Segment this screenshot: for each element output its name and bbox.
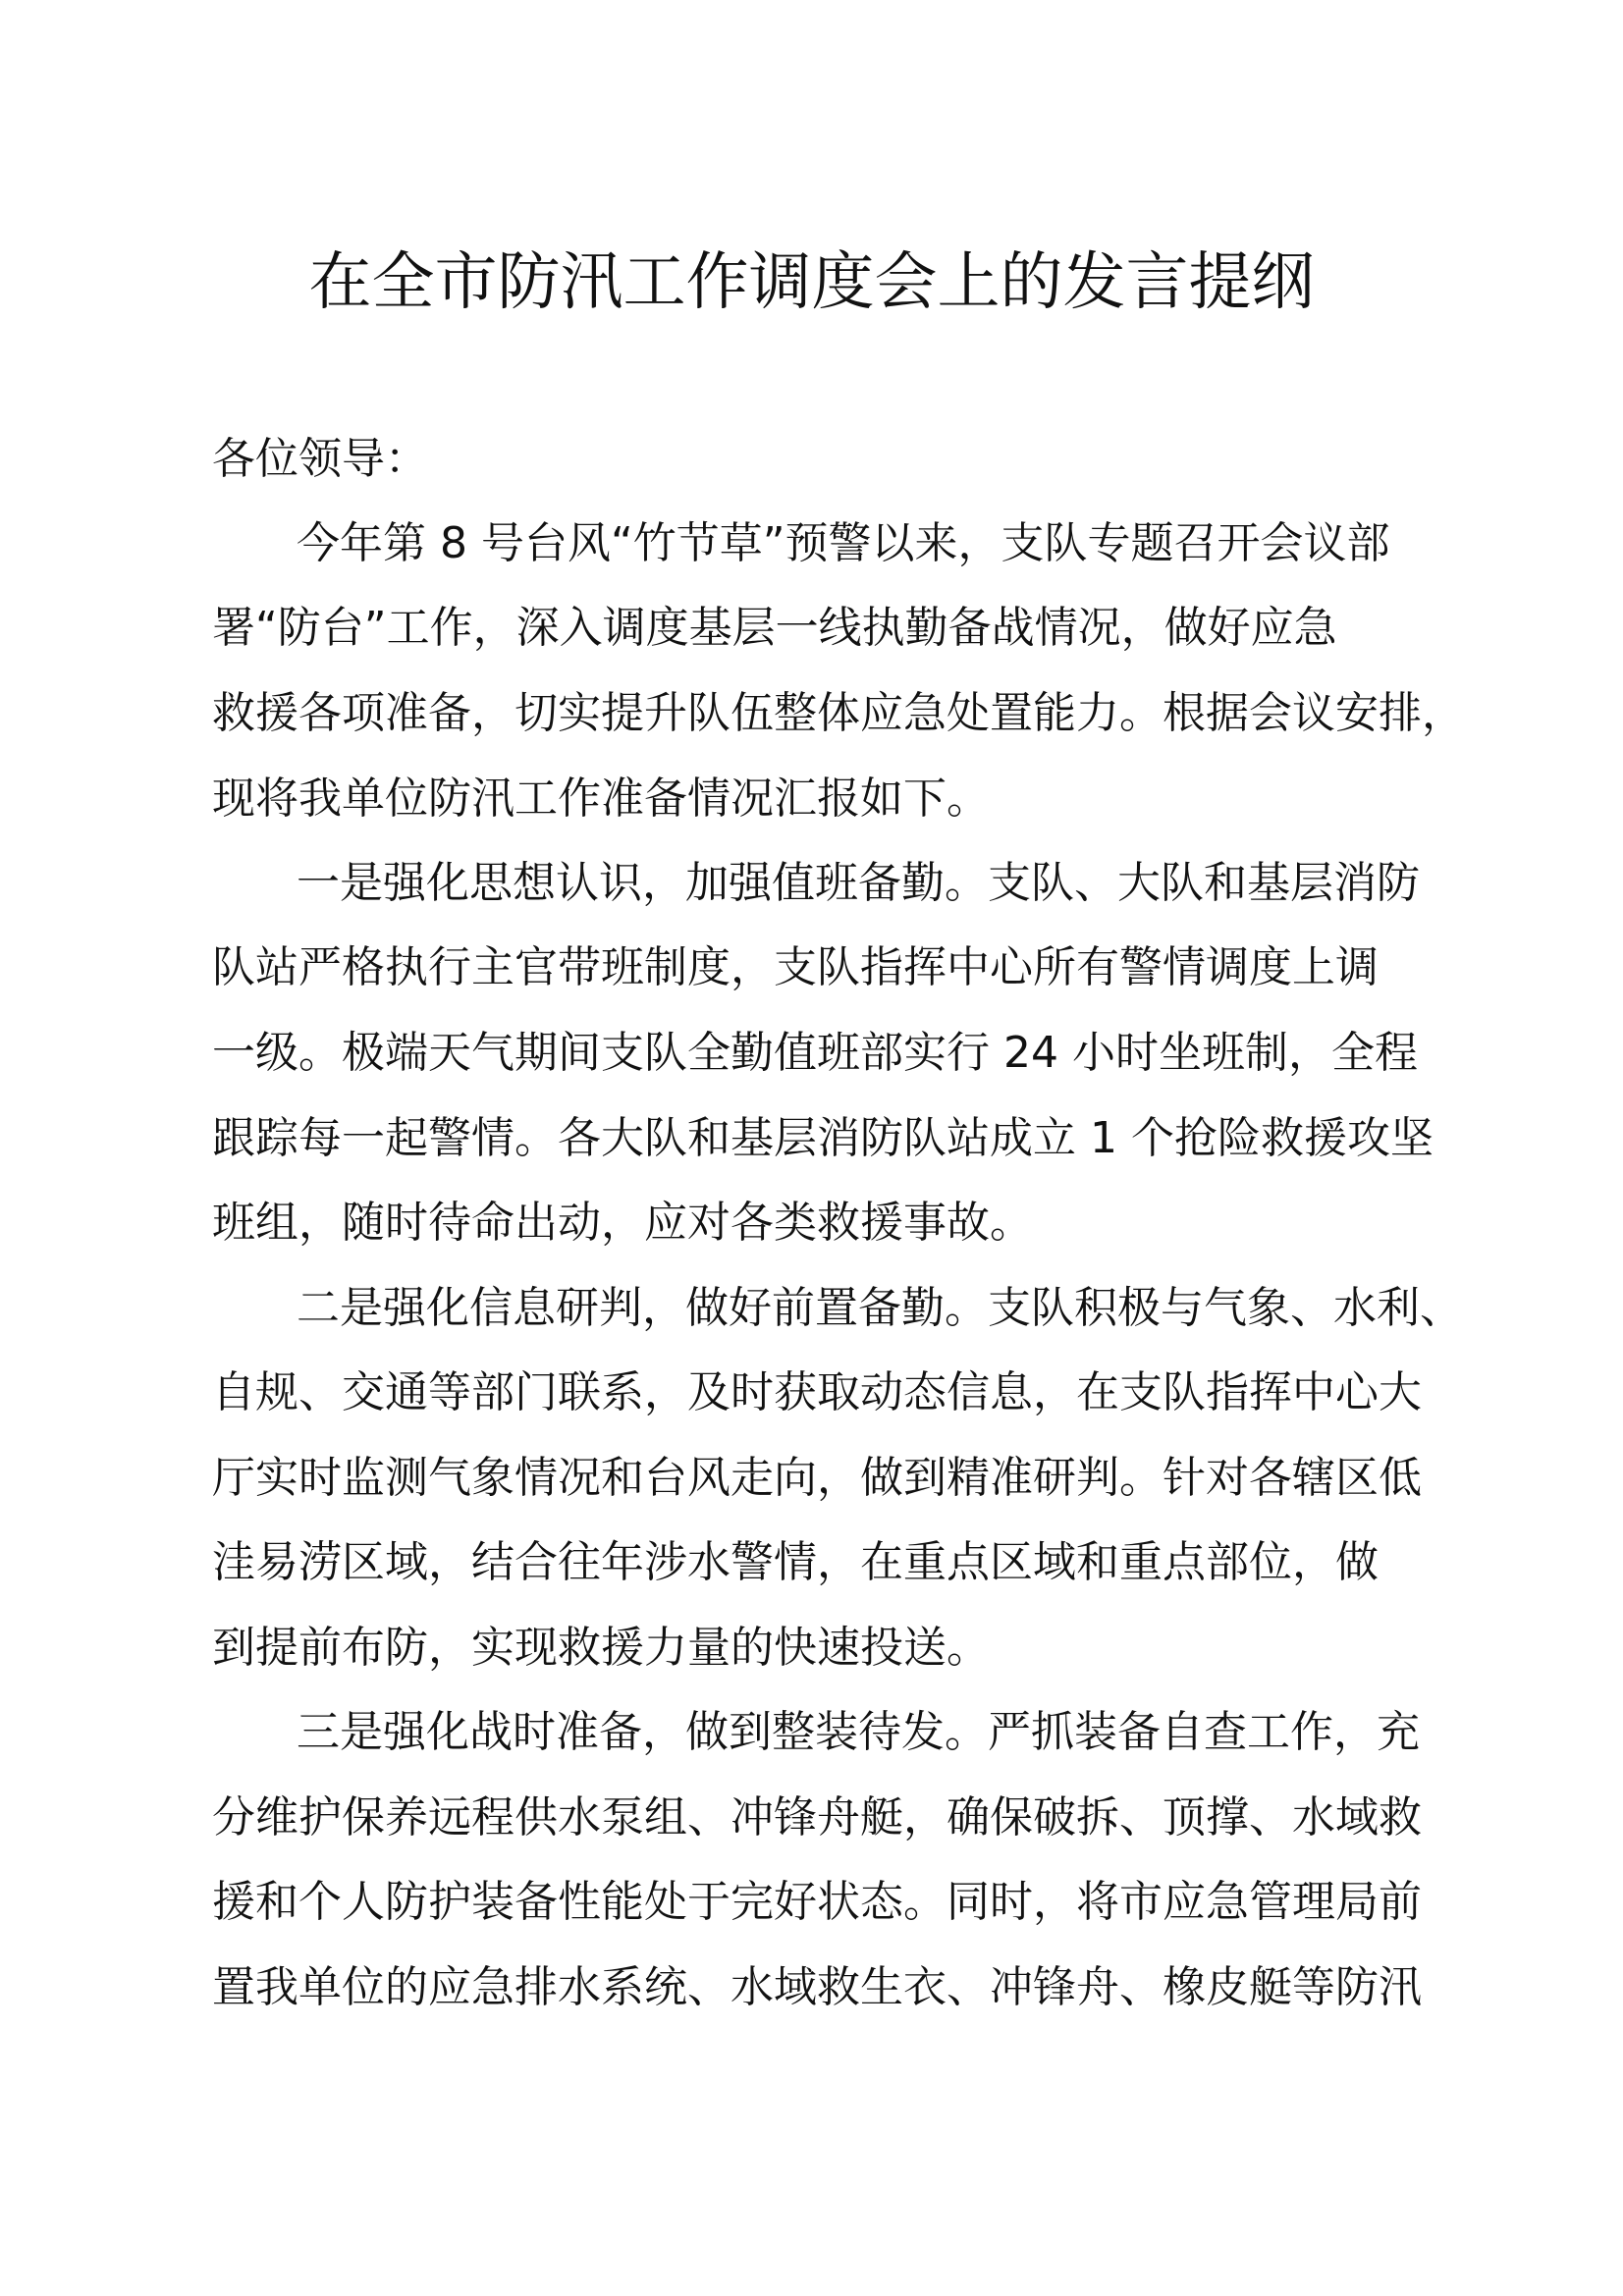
document-title: 在全市防汛工作调度会上的发言提纲 xyxy=(308,246,1315,319)
paragraph-line: 跟踪每一起警情。各大队和基层消防队站成立 1 个抢险救援攻坚 xyxy=(212,1113,1434,1163)
paragraph-line: 班组，随时待命出动，应对各类救援事故。 xyxy=(212,1198,1033,1248)
paragraph-line: 现将我单位防汛工作准备情况汇报如下。 xyxy=(212,774,990,824)
salutation: 各位领导： xyxy=(212,434,428,484)
paragraph-line: 二是强化信息研判，做好前置备勤。支队积极与气象、水利、 xyxy=(297,1283,1463,1333)
paragraph-line: 厅实时监测气象情况和台风走向，做到精准研判。针对各辖区低 xyxy=(212,1453,1422,1503)
paragraph-line: 自规、交通等部门联系，及时获取动态信息，在支队指挥中心大 xyxy=(212,1367,1422,1417)
paragraph-line: 三是强化战时准备，做到整装待发。严抓装备自查工作，充 xyxy=(297,1707,1420,1757)
paragraph-line: 洼易涝区域，结合往年涉水警情，在重点区域和重点部位，做 xyxy=(212,1537,1379,1587)
paragraph-line: 置我单位的应急排水系统、水域救生衣、冲锋舟、橡皮艇等防汛 xyxy=(212,1962,1422,2012)
paragraph-line: 今年第 8 号台风“竹节草”预警以来，支队专题召开会议部 xyxy=(297,518,1390,568)
paragraph-line: 救援各项准备，切实提升队伍整体应急处置能力。根据会议安排， xyxy=(212,688,1465,738)
paragraph-line: 署“防台”工作，深入调度基层一线执勤备战情况，做好应急 xyxy=(212,603,1337,653)
paragraph-line: 一级。极端天气期间支队全勤值班部实行 24 小时坐班制，全程 xyxy=(212,1028,1418,1078)
paragraph-line: 分维护保养远程供水泵组、冲锋舟艇，确保破拆、顶撑、水域救 xyxy=(212,1792,1422,1842)
paragraph-line: 援和个人防护装备性能处于完好状态。同时，将市应急管理局前 xyxy=(212,1877,1422,1927)
paragraph-line: 队站严格执行主官带班制度，支队指挥中心所有警情调度上调 xyxy=(212,942,1379,992)
paragraph-line: 到提前布防，实现救援力量的快速投送。 xyxy=(212,1623,990,1673)
paragraph-line: 一是强化思想认识，加强值班备勤。支队、大队和基层消防 xyxy=(297,858,1420,908)
